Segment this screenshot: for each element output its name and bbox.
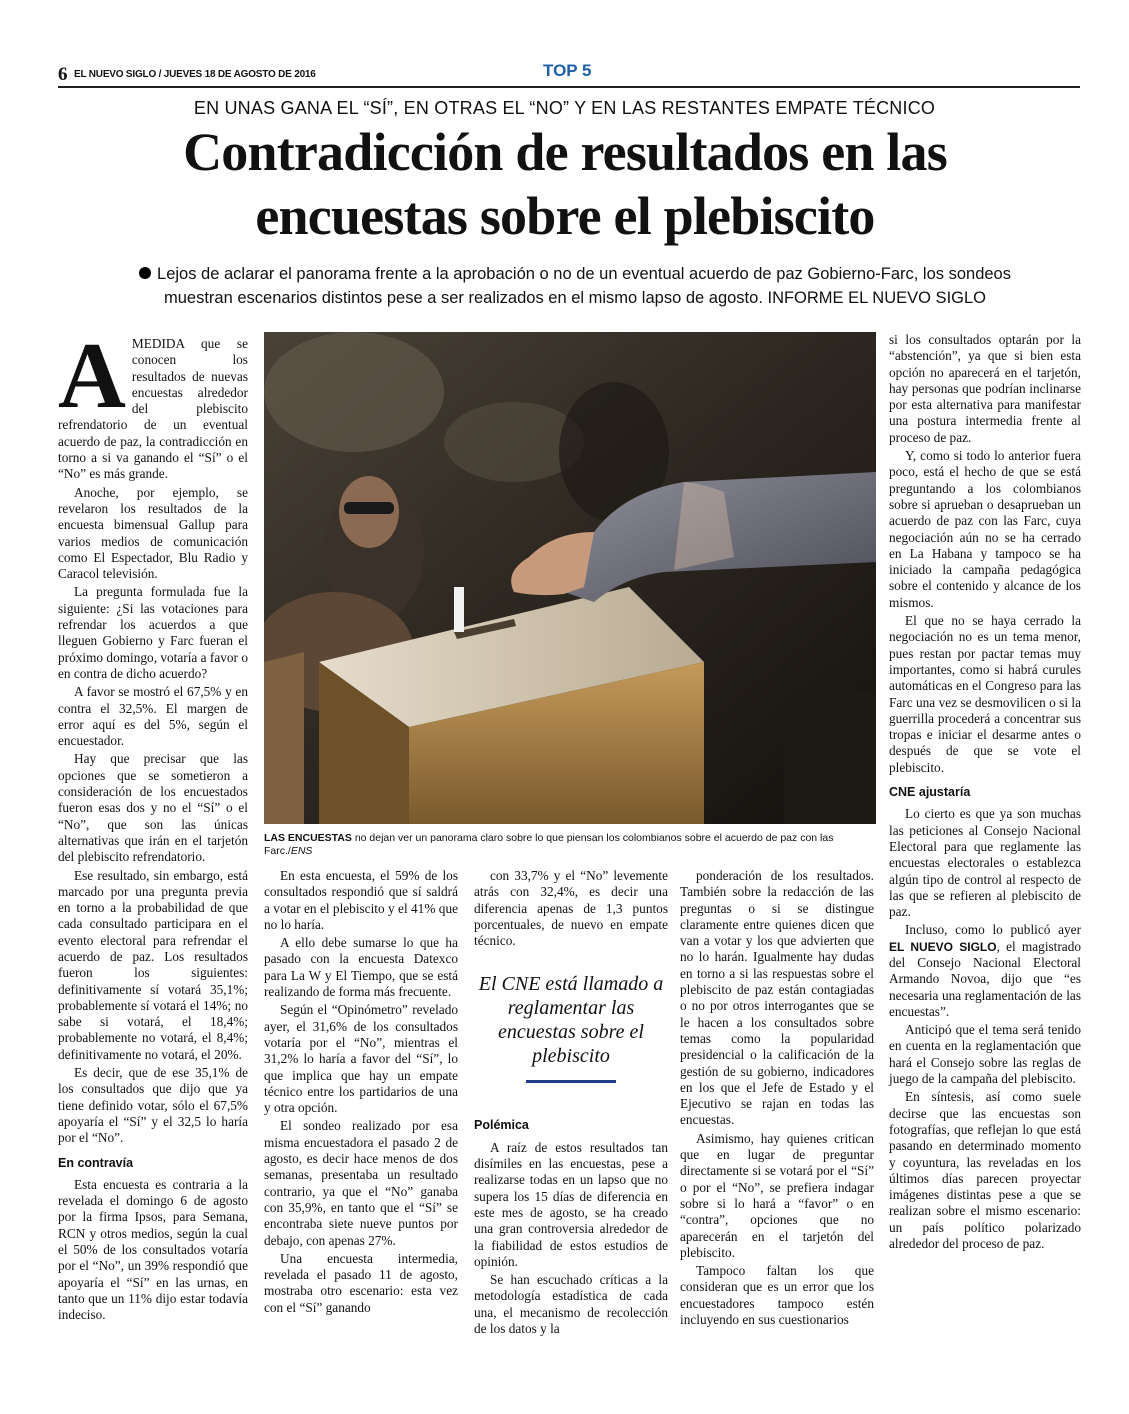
paragraph: Asimismo, hay quienes critican que en lugar de preguntar directamente si se votará por el “Sí” o por el “No”, se prefiera indagar sobre si lo hará a “favor” o en “contra”, opciones que no aparecerán en el tarjetón del plebiscito. [680,1130,874,1260]
paragraph: con 33,7% y el “No” levemente atrás con 32,4%, es decir una diferencia apenas de 1,3 puntos porcentuales, de nuevo en empate técnico. [474,868,668,949]
paragraph: MEDIDA que se conocen los resultados de nuevas encuestas alrededor del plebiscito refrendatorio de un eventual acuerdo de paz, la contradicción en torno a si va ganando el “Sí” o el “No” es más grande. [58,336,248,482]
paragraph: Esta encuesta es contraria a la revelada el domingo 6 de agosto por la firma Ipsos, para Semana, RCN y otros medios, según la cual el 50% de los consultados votaría por el “No”, un 39% respondió que apoyaría el “Sí” en las urnas, en tanto que un 11% dijo estar todavía indeciso. [58,1176,248,1323]
kicker: EN UNAS GANA EL “SÍ”, EN OTRAS EL “NO” Y EN LAS RESTANTES EMPATE TÉCNICO [193,98,936,118]
section-label: TOP 5 [543,61,592,80]
article-column-4 [680,868,874,1330]
top-rule [58,86,1080,88]
headline-line-2: encuestas sobre el plebiscito [255,186,875,246]
paragraph: Se han escuchado críticas a la metodología estadística de cada una, el mecanismo de recolección de los datos y la [474,1272,668,1337]
photo-credit: ENS [290,845,313,857]
paragraph: Anticipó que el tema será tenido en cuenta en la reglamentación que hará el Consejo sobre las reglas de juego de la campaña del plebiscito. [889,1022,1081,1087]
page-folio [58,61,1080,86]
ballot-box-illustration [264,332,876,824]
drop-cap: A [58,324,126,428]
caption-text: no dejan ver un panorama claro sobre lo que piensan los colombianos sobre el acuerdo de paz con las Farc./ [264,832,834,857]
paragraph: ponderación de los resultados. También sobre la redacción de las preguntas o si se distingue claramente entre quienes dicen que van a votar y los que advierten que no lo harán. Igualmente hay dudas en torno a si las respuestas sobre el plebiscito de paz están contagiadas o no por otros interrogantes que se le hacen a los consultados sobre temas como la popularidad presidencial o la calificación de la gestión de su gobierno, indicadores en los que el Jefe de Estado y el Ejecutivo se rajan en todas las encuestas. [680,868,874,1128]
paragraph: La pregunta formulada fue la siguiente: ¿Si las votaciones para refrendar los acuerdos a que lleguen Gobierno y Farc fueran el próximo domingo, votaría a favor o en contra de dicho acuerdo? [58,584,248,681]
deck [80,262,1070,310]
paragraph: Hay que precisar que las opciones que se sometieron a consideración de los encuestados fueron esas dos y no el “Sí” o el “No”, que son las únicas alternativas que irán en el tarjetón del plebiscito refrendatorio. [58,751,248,865]
deck-line-2: muestran escenarios distintos pese a ser realizados en el mismo lapso de agosto. INFORME EL NUEVO SIGLO [164,289,986,307]
paragraph: A raíz de estos resultados tan disímiles en las encuestas, pese a realizarse todas en un lapso que no supera los 15 días de diferencia en este mes de agosto, se ha creado una gran controversia alrededor de la fiabilidad de estos estudios de opinión. [474,1139,668,1269]
article-column-5 [889,332,1081,1254]
text-run: , el magistrado del Consejo Nacional Electoral Armando Novoa, dijo que “es necesaria una reglamentación de las encuestas”. [889,938,1082,1019]
paragraph: Una encuesta intermedia, revelada el pasado 11 de agosto, mostraba otro escenario: esta vez con el “Sí” ganando [264,1250,458,1315]
paragraph: Anoche, por ejemplo, se revelaron los resultados de la encuesta bimensual Gallup para varios medios de comunicación como El Espectador, Blu Radio y Caracol televisión. [58,484,248,582]
paragraph: Es decir, que de ese 35,1% de los consultados que dijo que ya tiene definido votar, sólo el 67,5% apoyaría el “Sí” y el 32,5 lo haría por el “No”. [58,1065,248,1146]
paragraph: Según el “Opinómetro” revelado ayer, el 31,6% de los consultados votaría por el “No”, mientras el 31,2% lo haría a favor del “Sí”, lo que implica que hay un empate técnico entre los partidarios de una y otra opción. [264,1002,458,1116]
paragraph: En síntesis, así como suele decirse que las encuestas son fotografías, que reflejan lo que está pasando en determinado momento y coyuntura, las reveladas en los últimos días parecen proyectar imágenes distintas pese a que se realizan sobre el mismo escenario: un país político polarizado alrededor del proceso de paz. [889,1089,1081,1252]
article-column-2 [264,868,458,1318]
subheading: CNE ajustaría [889,785,971,800]
paragraph: A ello debe sumarse lo que ha pasado con la encuesta Datexco para La W y El Tiempo, que se está realizando de forma más frecuente. [264,935,458,1000]
newspaper-name: EL NUEVO SIGLO [889,939,997,954]
newspaper-date-line: EL NUEVO SIGLO / JUEVES 18 DE AGOSTO DE 2016 [74,69,316,80]
photo-caption [264,832,876,858]
page-number: 6 [58,64,68,85]
paragraph: Tampoco faltan los que consideran que es un error que los encuestadores tampoco estén incluyendo en sus cuestionarios [680,1263,874,1328]
headline [40,120,1090,248]
headline-line-1: Contradicción de resultados en las [183,122,947,182]
paragraph [889,922,1081,1020]
paragraph: Lo cierto es que ya son muchas las peticiones al Consejo Nacional Electoral para que reglamente las encuestas electorales o establezca algún tipo de control al respecto de las que se refieren al plebiscito de paz. [889,806,1081,920]
paragraph: A favor se mostró el 67,5% y en contra el 32,5%. El margen de error aquí es del 5%, según el encuestador. [58,684,248,749]
paragraph: El sondeo realizado por esa misma encuestadora el pasado 2 de agosto, es decir hace menos de dos semanas, presentaba un resultado contrario, ya que el “No” ganaba con 35,9%, en tanto que el “Sí” se encontraba siete nueve puntos por debajo, con apenas 27%. [264,1118,458,1248]
paragraph: El que no se haya cerrado la negociación no es un tema menor, pues restan por pactar temas muy importantes, como si habrá curules automáticas en el Congreso para las Farc una vez se desmovilicen o si la guerrilla procederá a concentrar sus tropas e iniciar el desarme antes o después de que se vote el plebiscito. [889,613,1081,775]
paragraph: Ese resultado, sin embargo, está marcado por una pregunta previa en torno a la probabilidad de que cada consultado participara en el evento electoral para refrendar el acuerdo de paz. Los resultados fueron los siguientes: definitivamente sí votará 35,1%; probablemente sí votará el 14%; no sabe si votará, el 18,4%; probablemente no votará, el 8,4%; definitivamente no votará, el 20%. [58,867,248,1062]
paragraph: En esta encuesta, el 59% de los consultados respondió que sí saldrá a votar en el plebiscito y el 41% que no lo haría. [264,868,458,932]
article-column-3 [474,868,668,1339]
article-column-1 [58,324,248,1326]
subheading: En contravía [58,1155,134,1170]
pull-quote-rule [526,1080,616,1083]
paragraph: si los consultados optarán por la “abstención”, ya que si bien esta opción no aparecerá en el tarjetón, hay personas que podrían inclinarse por esta alternativa para manifestar una postura intermedia frente al proceso de paz. [889,332,1081,445]
bullet-icon [139,267,151,279]
ballot-box-photo [264,332,876,824]
pull-quote-text: El CNE está llamado a reglamentar las encuestas sobre el plebiscito [478,973,664,1067]
text-run: Incluso, como lo publicó ayer [905,922,1081,938]
deck-line-1: Lejos de aclarar el panorama frente a la aprobación o no de un eventual acuerdo de paz Gobierno-Farc, los sondeos [157,265,1011,283]
paragraph: Y, como si todo lo anterior fuera poco, está el hecho de que se está preguntando a los colombianos sobre si aprueban o desaprueban un acuerdo de paz con las Farc, cuya negociación aún no se ha cerrado en La Habana y tampoco se ha iniciado la campaña pedagógica sobre el contenido y alcance de los mismos. [889,448,1081,610]
pull-quote [478,972,664,1083]
caption-lead: LAS ENCUESTAS [264,832,352,844]
subheading: Polémica [474,1118,529,1133]
